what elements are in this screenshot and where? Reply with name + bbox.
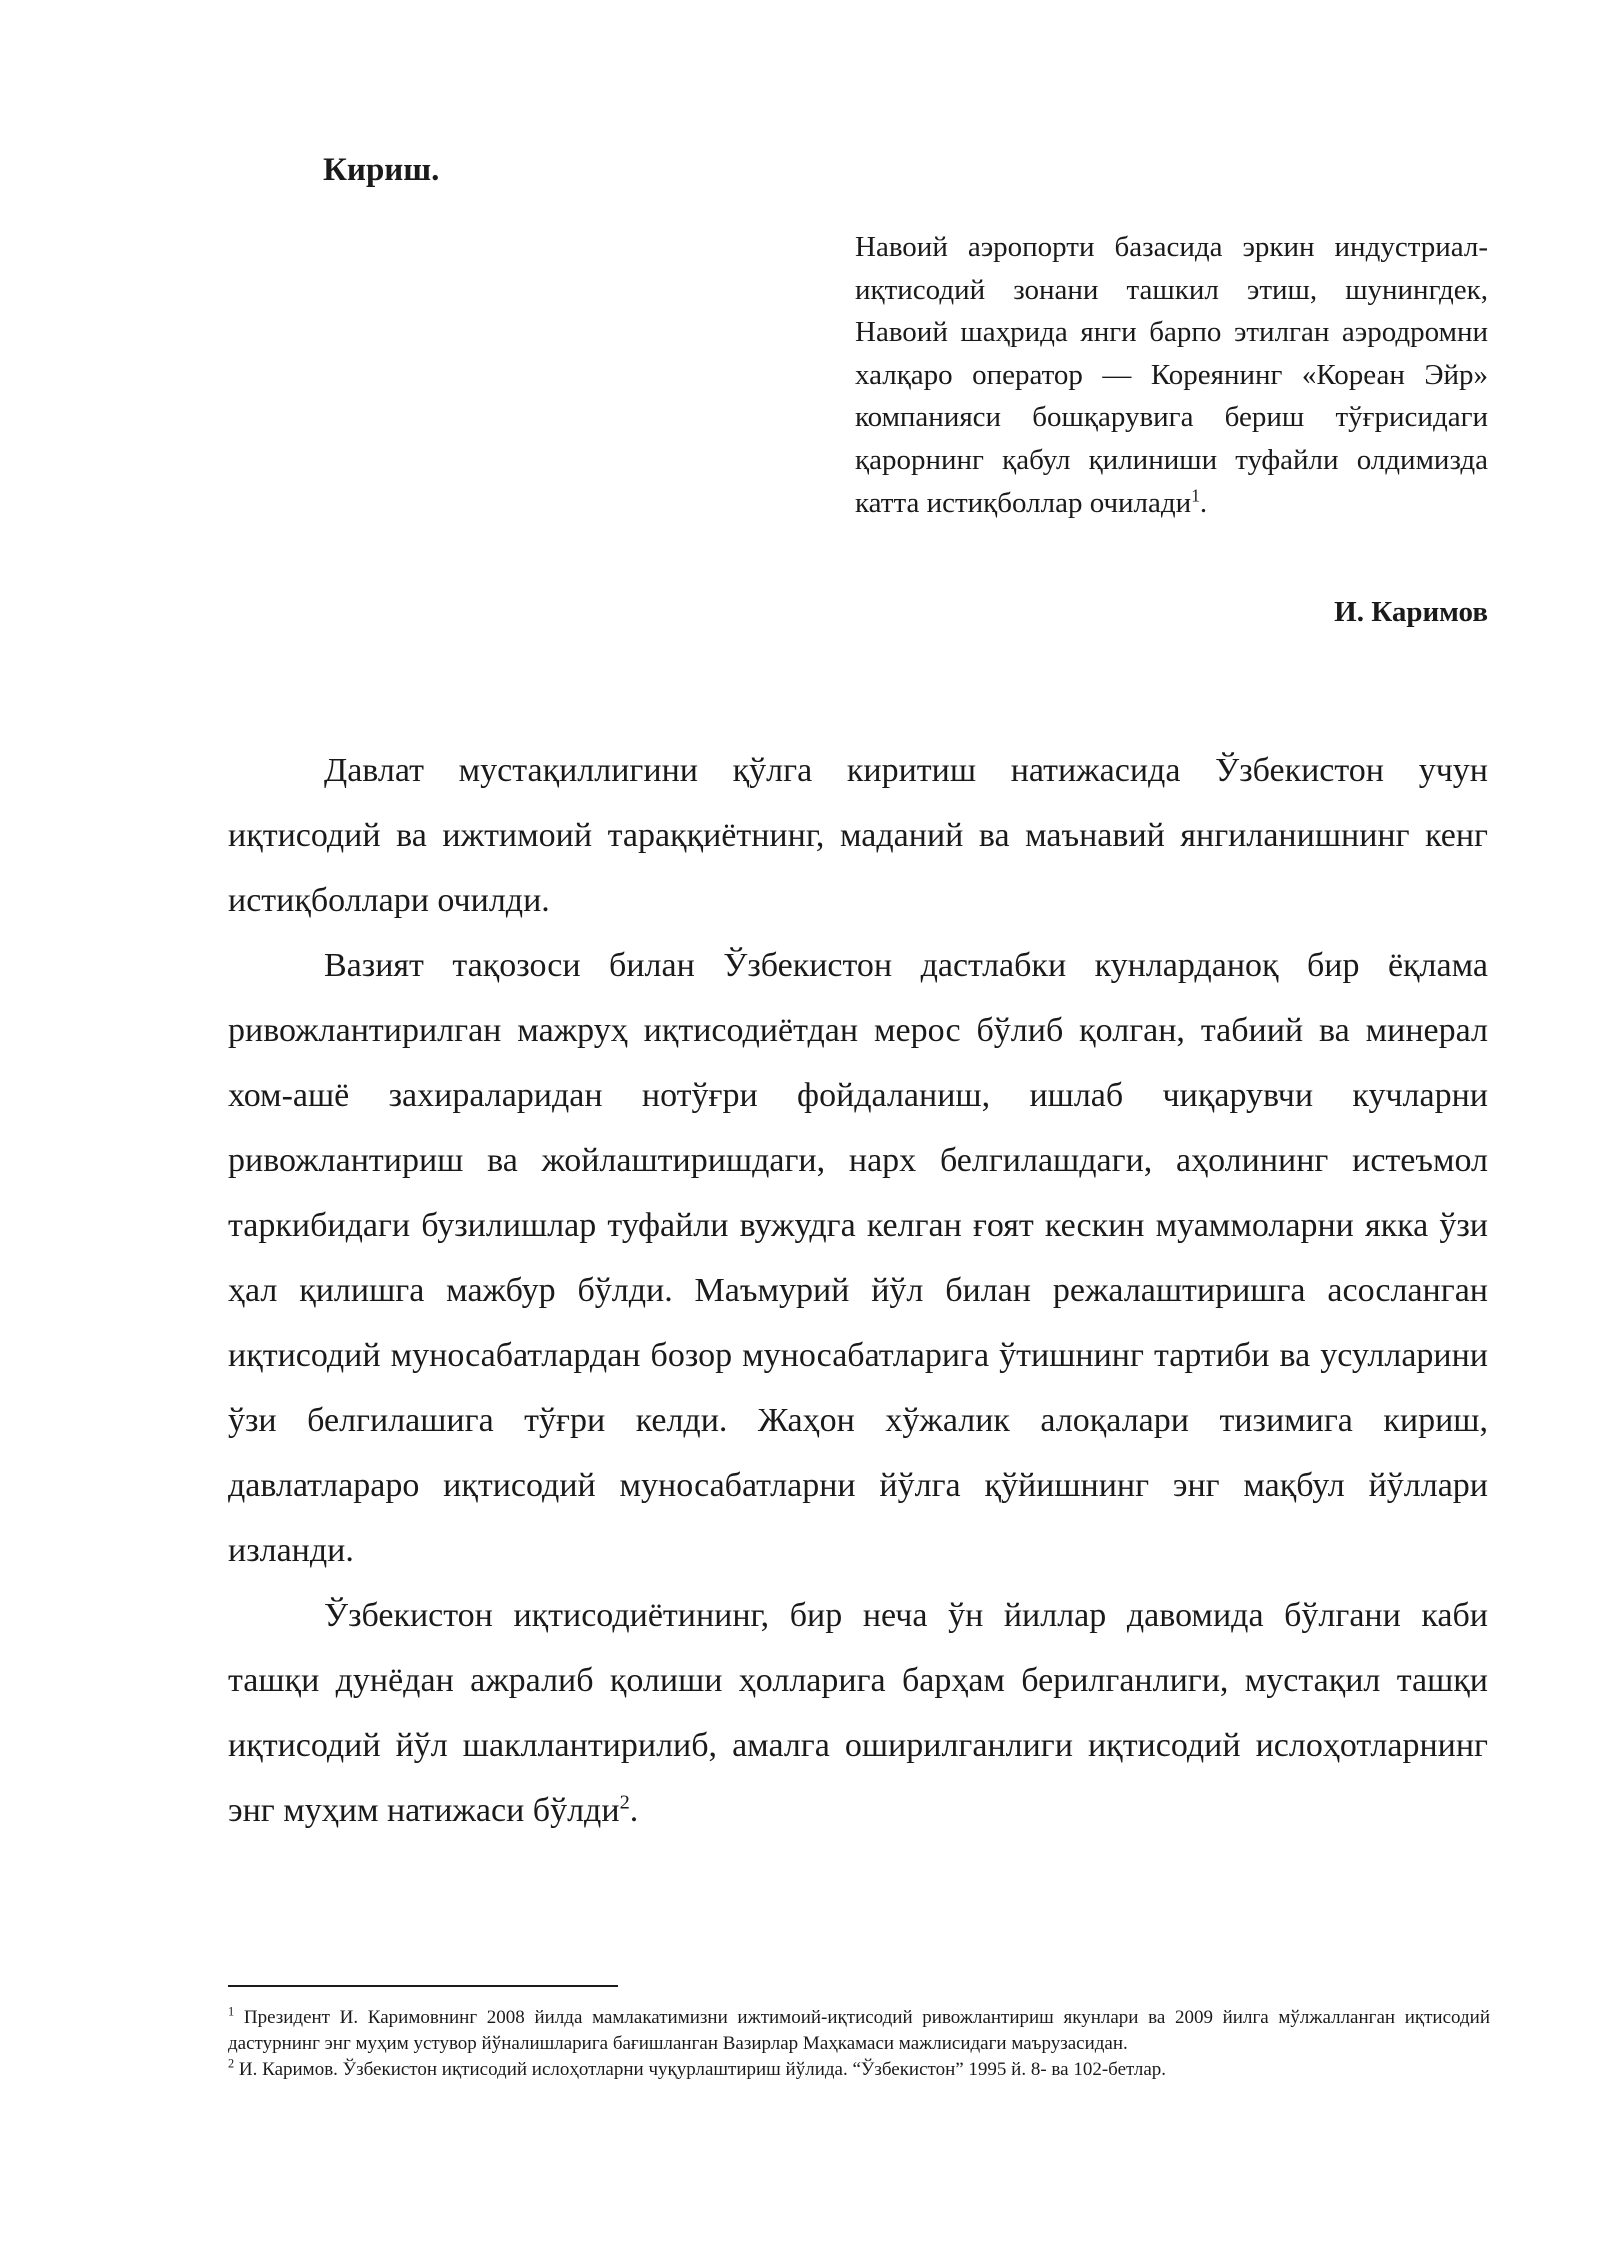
paragraph-1: Давлат мустақиллигини қўлга киритиш натижасида Ўзбекистон учун иқтисодий ва ижтимоий тараққиётнинг, маданий ва маънавий янгиланишнинг кенг истиқболлари очилди. bbox=[228, 752, 1488, 919]
footnote-separator bbox=[228, 1985, 618, 1987]
body-text bbox=[228, 738, 1488, 1843]
epigraph-author: И. Каримов bbox=[1334, 596, 1488, 628]
footnote-1-number: 1 bbox=[228, 2004, 235, 2019]
epigraph-quote bbox=[855, 226, 1488, 524]
footnote-2-number: 2 bbox=[228, 2056, 235, 2071]
paragraph-3 bbox=[228, 1583, 1488, 1843]
footnote-2 bbox=[228, 2057, 1490, 2083]
paragraph-3-end: . bbox=[629, 1792, 639, 1829]
paragraph-3-text: Ўзбекистон иқтисодиётининг, бир неча ўн йиллар давомида бўлгани каби ташқи дунёдан ажралиб қолиши ҳолларига барҳам берилганлиги, мустақил ташқи иқтисодий йўл шакллантирилиб, амалга оширилганлиги иқтисодий ислоҳотларнинг энг муҳим натижаси бўлди bbox=[228, 1597, 1488, 1829]
footnote-2-text: И. Каримов. Ўзбекистон иқтисодий ислоҳотларни чуқурлаштириш йўлида. “Ўзбекистон” 1995 й. 8- ва 102-бетлар. bbox=[234, 2059, 1167, 2080]
footnote-ref-2[interactable]: 2 bbox=[619, 1791, 630, 1814]
footnote-ref-1[interactable]: 1 bbox=[1191, 484, 1200, 505]
footnote-1-text: Президент И. Каримовнинг 2008 йилда мамлакатимизни ижтимоий-иқтисодий ривожлантириш якунлари ва 2009 йилга мўлжалланган иқтисодий дастурнинг энг муҳим устувор йўналишларига бағишланган Вазирлар Маҳкамаси мажлисидаги маърузасидан. bbox=[228, 2007, 1490, 2054]
section-heading: Кириш. bbox=[323, 152, 440, 188]
epigraph-end: . bbox=[1199, 486, 1208, 519]
footnote-1 bbox=[228, 2005, 1490, 2057]
paragraph-2: Вазият тақозоси билан Ўзбекистон дастлабки кунларданоқ бир ёқлама ривожлантирилган мажруҳ иқтисодиётдан мерос бўлиб қолган, табиий ва минерал хом-ашё захираларидан нотўғри фойдаланиш, ишлаб чиқарувчи кучларни ривожлантириш ва жойлаштиришдаги, нарх белгилашдаги, аҳолининг истеъмол таркибидаги бузилишлар туфайли вужудга келган ғоят кескин муаммоларни якка ўзи ҳал қилишга мажбур бўлди. Маъмурий йўл билан режалаштиришга асосланган иқтисодий муносабатлардан бозор муносабатларига ўтишнинг тартиби ва усулларини ўзи белгилашига тўғри келди. Жаҳон хўжалик алоқалари тизимига кириш, давлатлараро иқтисодий муносабатларни йўлга қўйишнинг энг мақбул йўллари изланди. bbox=[228, 947, 1488, 1569]
epigraph-text: Навоий аэропорти базасида эркин индустриал-иқтисодий зонани ташкил этиш, шунингдек, Навоий шаҳрида янги барпо этилган аэродромни халқаро оператор — Кореянинг «Кореан Эйр» компанияси бошқарувига бериш тўғрисидаги қарорнинг қабул қилиниши туфайли олдимизда катта истиқболлар очилади bbox=[855, 231, 1488, 519]
footnotes bbox=[228, 2005, 1490, 2083]
